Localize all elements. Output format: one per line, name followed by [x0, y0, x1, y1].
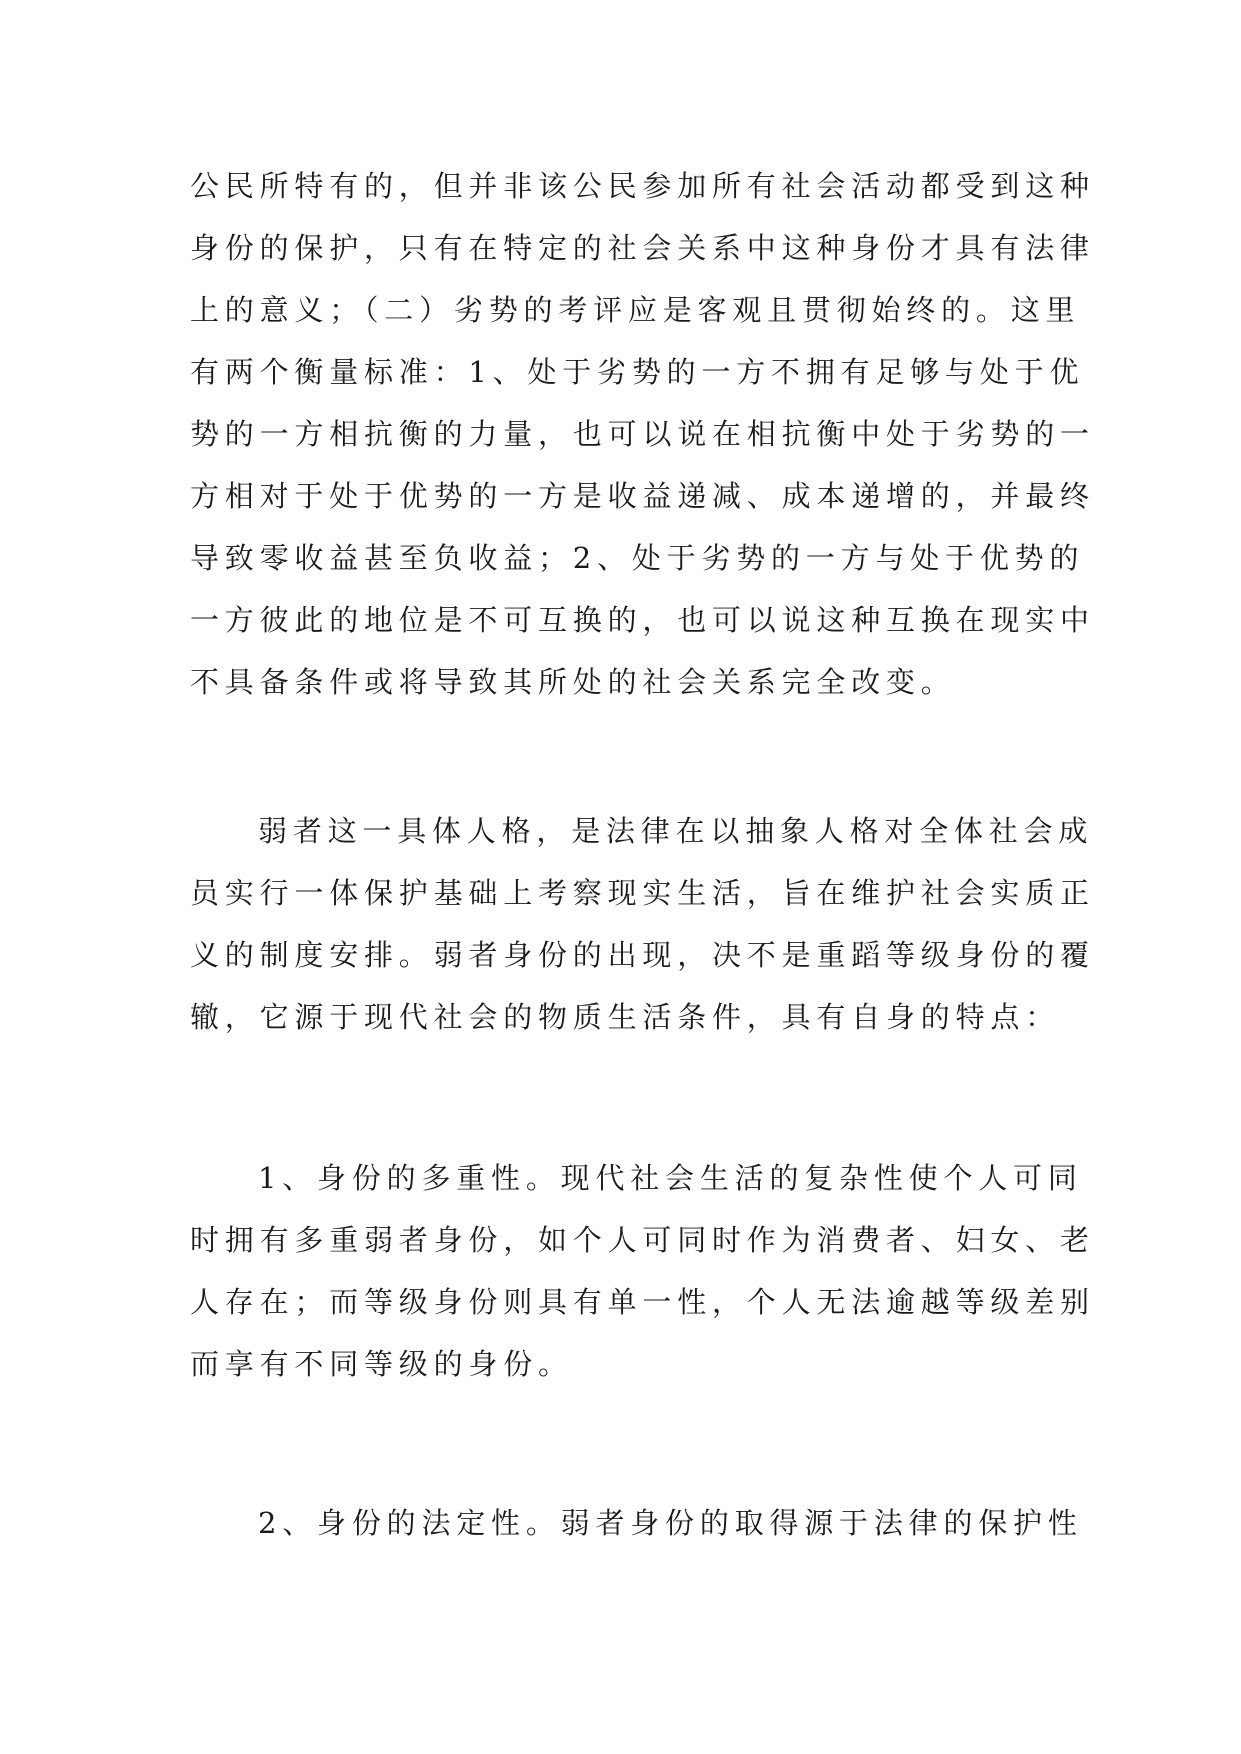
paragraph-line: 不具备条件或将导致其所处的社会关系完全改变。 [190, 665, 956, 699]
paragraph-line: 人存在；而等级身份则具有单一性，个人无法逾越等级差别 [190, 1285, 1095, 1319]
paragraph-identity-multiplicity [190, 1147, 1095, 1395]
paragraph-identity-legality [190, 1492, 1083, 1554]
paragraph-line: 员实行一体保护基础上考察现实生活，旨在维护社会实质正 [190, 876, 1095, 910]
paragraph-line: 势的一方相抗衡的力量，也可以说在相抗衡中处于劣势的一 [190, 417, 1095, 451]
paragraph-line: 时拥有多重弱者身份，如个人可同时作为消费者、妇女、老 [190, 1223, 1095, 1257]
paragraph-line: 上的意义；（二）劣势的考评应是客观且贯彻始终的。这里 [190, 293, 1081, 327]
paragraph-line: 义的制度安排。弱者身份的出现，决不是重蹈等级身份的覆 [190, 938, 1095, 972]
paragraph-line: 有两个衡量标准：1、处于劣势的一方不拥有足够与处于优 [190, 355, 1085, 389]
paragraph-line: 一方彼此的地位是不可互换的，也可以说这种互换在现实中 [190, 603, 1095, 637]
paragraph-continued [190, 155, 1095, 713]
paragraph-weak-party-personality [190, 800, 1095, 1048]
paragraph-line: 1、身份的多重性。现代社会生活的复杂性使个人可同 [258, 1161, 1083, 1195]
paragraph-line: 导致零收益甚至负收益；2、处于劣势的一方与处于优势的 [190, 541, 1085, 575]
paragraph-line: 辙，它源于现代社会的物质生活条件，具有自身的特点： [190, 1000, 1061, 1034]
paragraph-line: 公民所特有的，但并非该公民参加所有社会活动都受到这种 [190, 169, 1095, 203]
paragraph-line: 弱者这一具体人格，是法律在以抽象人格对全体社会成 [258, 814, 1094, 848]
paragraph-line: 2、身份的法定性。弱者身份的取得源于法律的保护性 [258, 1506, 1083, 1540]
paragraph-line: 身份的保护，只有在特定的社会关系中这种身份才具有法律 [190, 231, 1095, 265]
paragraph-line: 方相对于处于优势的一方是收益递减、成本递增的，并最终 [190, 479, 1095, 513]
paragraph-line: 而享有不同等级的身份。 [190, 1347, 573, 1381]
